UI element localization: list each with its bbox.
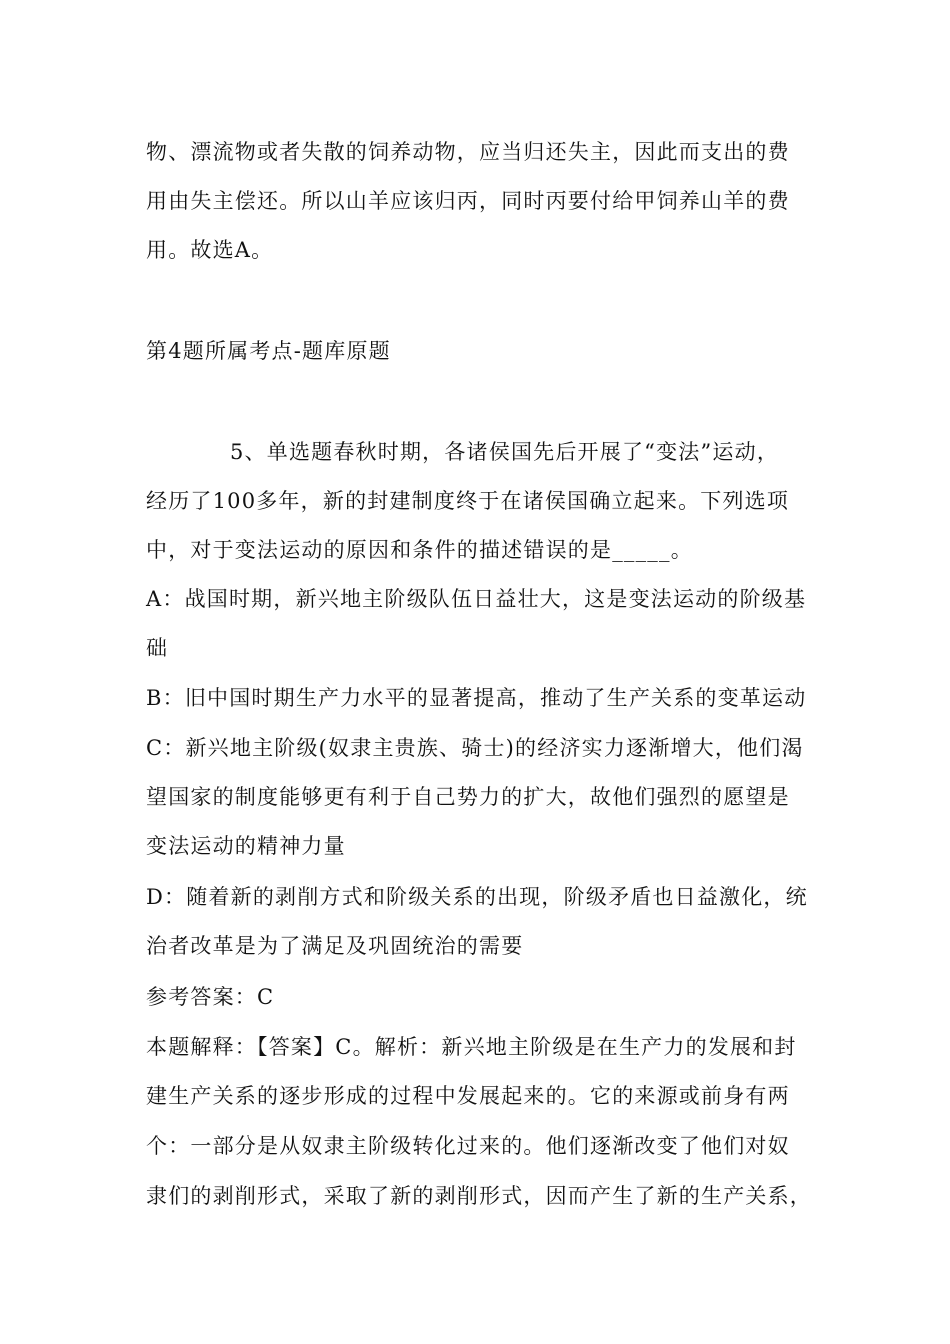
reference-answer: 参考答案：C xyxy=(146,985,275,1009)
option-d-cont: 治者改革是为了满足及巩固统治的需要 xyxy=(146,934,524,958)
prev-explanation-line: 用由失主偿还。所以山羊应该归丙，同时丙要付给甲饲养山羊的费 xyxy=(146,189,790,213)
question-stem-line: 5、单选题春秋时期，各诸侯国先后开展了“变法”运动， xyxy=(230,440,780,464)
q4-topic: 第4题所属考点-题库原题 xyxy=(146,339,391,363)
prev-explanation-line: 物、漂流物或者失散的饲养动物，应当归还失主，因此而支出的费 xyxy=(146,140,790,164)
explanation-line: 建生产关系的逐步形成的过程中发展起来的。它的来源或前身有两 xyxy=(146,1084,790,1108)
option-c: C：新兴地主阶级(奴隶主贵族、骑士)的经济实力逐渐增大，他们渴 xyxy=(146,736,804,760)
explanation-line: 隶们的剥削形式，采取了新的剥削形式，因而产生了新的生产关系， xyxy=(146,1184,812,1208)
question-stem-line: 经历了100多年，新的封建制度终于在诸侯国确立起来。下列选项 xyxy=(146,489,790,513)
option-a-cont: 础 xyxy=(146,636,169,660)
prev-explanation-line: 用。故选A。 xyxy=(146,238,274,262)
option-b: B：旧中国时期生产力水平的显著提高，推动了生产关系的变革运动 xyxy=(146,686,807,710)
option-c-cont: 变法运动的精神力量 xyxy=(146,834,346,858)
question-stem-line: 中，对于变法运动的原因和条件的描述错误的是_____。 xyxy=(146,538,693,562)
option-c-cont: 望国家的制度能够更有利于自己势力的扩大，故他们强烈的愿望是 xyxy=(146,785,790,809)
explanation-line: 个：一部分是从奴隶主阶级转化过来的。他们逐渐改变了他们对奴 xyxy=(146,1134,790,1158)
explanation-line: 本题解释：【答案】C。解析：新兴地主阶级是在生产力的发展和封 xyxy=(146,1035,797,1059)
option-d: D：随着新的剥削方式和阶级关系的出现，阶级矛盾也日益激化，统 xyxy=(146,885,808,909)
option-a: A：战国时期，新兴地主阶级队伍日益壮大，这是变法运动的阶级基 xyxy=(146,587,807,611)
